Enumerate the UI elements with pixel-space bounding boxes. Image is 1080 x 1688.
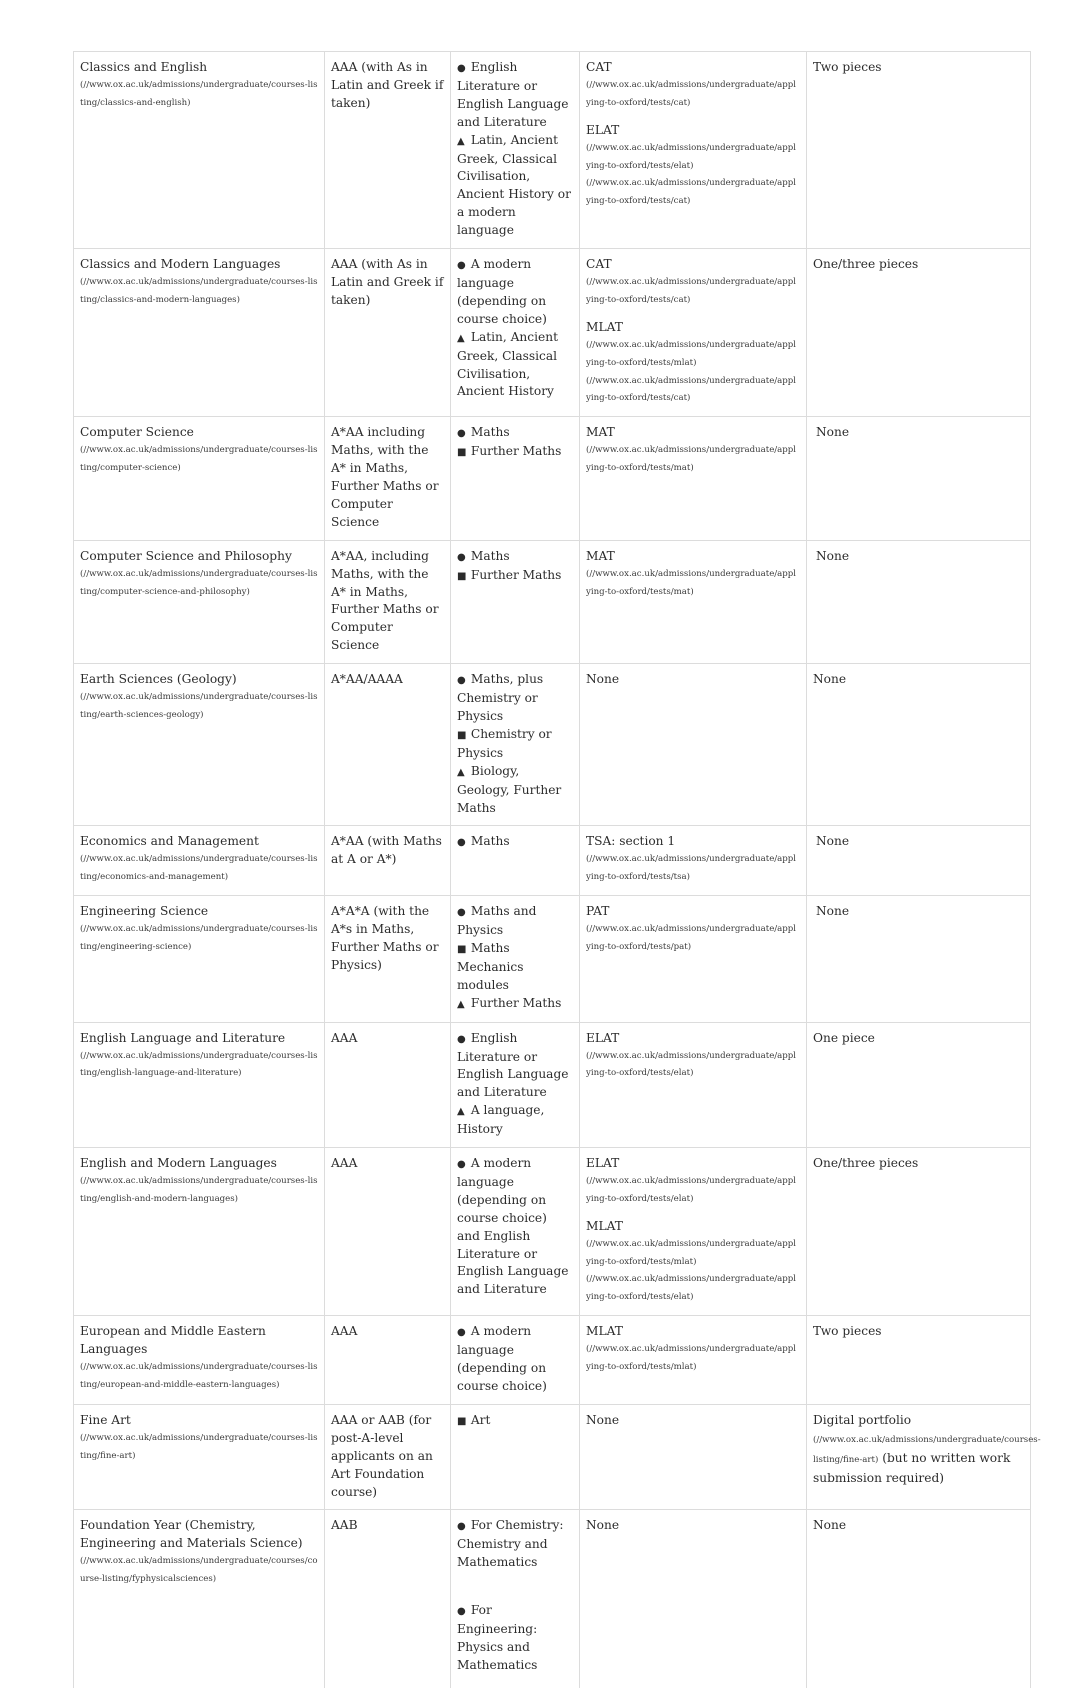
course-name: Classics and Modern Languages [80, 257, 281, 272]
written-work-detail [813, 1431, 1041, 1485]
grade-requirement: AAA or AAB (for post-A-level applicants on an Art Foundation course) [331, 1412, 433, 1499]
course-cell [74, 540, 325, 663]
subject-item [457, 59, 573, 132]
grades-cell [325, 249, 451, 417]
test-group [586, 256, 800, 310]
subject-item [457, 443, 573, 462]
subject-text: A modern language (depending on course choice) and English Literature or English Language and Literature [457, 1156, 569, 1297]
subject-text: A language, History [457, 1103, 545, 1137]
test-link[interactable]: (//www.ox.ac.uk/admissions/undergraduate/applying-to-oxford/tests/mat) [586, 568, 797, 597]
written-work: One piece [813, 1030, 875, 1045]
table-row [74, 1022, 1031, 1147]
course-cell [74, 1510, 325, 1688]
written-work: None [816, 834, 850, 849]
test-link[interactable]: (//www.ox.ac.uk/admissions/undergraduate/applying-to-oxford/tests/cat) [586, 79, 797, 108]
course-name: English Language and Literature [80, 1030, 286, 1045]
test-name: MLAT [586, 1218, 623, 1233]
subject-text: Maths and Physics [457, 904, 537, 938]
test-link[interactable]: (//www.ox.ac.uk/admissions/undergraduate/applying-to-oxford/tests/elat) [586, 1274, 797, 1303]
bullet-circle-icon: ● [457, 1521, 466, 1533]
test-group [586, 833, 800, 887]
test-link[interactable]: (//www.ox.ac.uk/admissions/undergraduate/applying-to-oxford/tests/cat) [586, 276, 797, 305]
subject-item [457, 567, 573, 586]
subject-item [457, 132, 573, 240]
bullet-circle-icon: ● [457, 1606, 466, 1618]
course-link[interactable]: (//www.ox.ac.uk/admissions/undergraduate/courses-listing/classics-and-modern-languages) [80, 276, 318, 305]
grades-cell [325, 52, 451, 249]
subjects-cell [451, 1022, 580, 1147]
test-group [586, 1517, 800, 1535]
table-row [74, 826, 1031, 896]
test-group [586, 319, 800, 409]
subject-text: Further Maths [470, 995, 562, 1010]
grades-cell [325, 664, 451, 826]
course-name: Economics and Management [80, 834, 259, 849]
bullet-circle-icon: ● [457, 1159, 466, 1171]
admissions-test-cell [580, 1022, 807, 1147]
test-name: TSA: section 1 [586, 834, 676, 849]
table-row [74, 52, 1031, 249]
subject-text: Maths [470, 425, 510, 440]
test-group [586, 1218, 800, 1308]
admissions-test-cell [580, 826, 807, 896]
course-link[interactable]: (//www.ox.ac.uk/admissions/undergraduate/courses-listing/economics-and-management) [80, 854, 318, 883]
subjects-cell [451, 1510, 580, 1688]
course-name: Classics and English [80, 60, 208, 74]
written-work-cell [807, 896, 1031, 1022]
test-name: None [586, 1518, 620, 1533]
written-work: None [816, 548, 850, 563]
bullet-triangle-icon: ▲ [457, 998, 465, 1010]
written-work-cell [807, 664, 1031, 826]
subjects-cell [451, 540, 580, 663]
bullet-square-icon: ■ [457, 729, 467, 741]
admissions-test-cell [580, 540, 807, 663]
table-row [74, 417, 1031, 540]
subject-item [457, 329, 573, 402]
subject-text: Latin, Ancient Greek, Classical Civilisation, Ancient History or a modern language [457, 132, 571, 238]
test-name: PAT [586, 904, 610, 919]
subject-text: A modern language (depending on course choice) [457, 257, 547, 326]
subjects-cell [451, 1404, 580, 1510]
test-link[interactable]: (//www.ox.ac.uk/admissions/undergraduate/applying-to-oxford/tests/mlat) [586, 339, 797, 368]
test-group [586, 1030, 800, 1084]
course-cell [74, 896, 325, 1022]
test-name: ELAT [586, 1030, 620, 1045]
grades-cell [325, 826, 451, 896]
test-group [586, 1323, 800, 1377]
grades-cell [325, 540, 451, 663]
course-cell [74, 1148, 325, 1316]
grade-requirement: A*A*A (with the A*s in Maths, Further Maths or Physics) [331, 904, 439, 972]
test-name: MLAT [586, 1324, 623, 1339]
subject-text: Maths [470, 548, 510, 563]
test-link[interactable]: (//www.ox.ac.uk/admissions/undergraduate/applying-to-oxford/tests/mlat) [586, 1238, 797, 1267]
bullet-circle-icon: ● [457, 63, 466, 74]
course-link[interactable]: (//www.ox.ac.uk/admissions/undergraduate/courses-listing/european-and-middle-eastern-languages) [80, 1362, 318, 1390]
admissions-test-cell [580, 1404, 807, 1510]
subject-text: For Engineering: Physics and Mathematics [457, 1603, 538, 1672]
test-group [586, 548, 800, 602]
bullet-square-icon: ■ [457, 1415, 467, 1427]
subject-text: Chemistry or Physics [457, 726, 552, 760]
course-name: Fine Art [80, 1412, 131, 1427]
course-name: Computer Science [80, 425, 194, 440]
course-name: Foundation Year (Chemistry, Engineering and Materials Science) [80, 1518, 303, 1551]
test-group [586, 671, 800, 689]
grade-requirement: A*AA including Maths, with the A* in Maths, Further Maths or Computer Science [331, 425, 439, 529]
subject-text: English Literature or English Language and Literature [457, 60, 569, 129]
course-name: Earth Sciences (Geology) [80, 672, 237, 687]
subject-item [457, 763, 573, 818]
subject-text: Art [470, 1412, 491, 1427]
test-group [586, 1412, 800, 1430]
table-row [74, 1148, 1031, 1316]
bullet-circle-icon: ● [457, 1033, 466, 1045]
subject-item [457, 903, 573, 940]
subject-text: For Chemistry: Chemistry and Mathematics [457, 1518, 564, 1570]
test-name: CAT [586, 60, 612, 74]
course-cell [74, 826, 325, 896]
subjects-cell [451, 826, 580, 896]
course-name: English and Modern Languages [80, 1156, 277, 1171]
course-link[interactable]: (//www.ox.ac.uk/admissions/undergraduate/courses-listing/english-language-and-literature) [80, 1050, 318, 1079]
subjects-cell [451, 52, 580, 249]
subject-text: Maths, plus Chemistry or Physics [457, 672, 544, 723]
table-row [74, 1510, 1031, 1688]
test-link[interactable]: (//www.ox.ac.uk/admissions/undergraduate/applying-to-oxford/tests/pat) [586, 924, 797, 952]
course-link[interactable]: (//www.ox.ac.uk/admissions/undergraduate/courses-listing/fine-art) [80, 1432, 318, 1461]
grades-cell [325, 1148, 451, 1316]
test-link[interactable]: (//www.ox.ac.uk/admissions/undergraduate/applying-to-oxford/tests/elat) [586, 1050, 797, 1079]
table-row [74, 1316, 1031, 1405]
subject-text: Maths [470, 834, 510, 849]
written-work: Two pieces [813, 60, 882, 74]
subject-item [457, 995, 573, 1014]
table-row [74, 896, 1031, 1022]
spacer [457, 1572, 573, 1602]
test-group [586, 59, 800, 113]
grades-cell [325, 1510, 451, 1688]
table-row [74, 540, 1031, 663]
test-link[interactable]: (//www.ox.ac.uk/admissions/undergraduate/applying-to-oxford/tests/tsa) [586, 854, 797, 883]
subjects-cell [451, 664, 580, 826]
course-link[interactable]: (//www.ox.ac.uk/admissions/undergraduate/courses-listing/computer-science) [80, 445, 318, 474]
grades-cell [325, 1316, 451, 1405]
written-work: One/three pieces [813, 257, 919, 272]
course-cell [74, 664, 325, 826]
test-name: ELAT [586, 122, 620, 137]
course-cell [74, 1316, 325, 1405]
test-group [586, 1155, 800, 1209]
course-name: Computer Science and Philosophy [80, 548, 292, 563]
subject-item [457, 548, 573, 567]
written-work-cell [807, 52, 1031, 249]
subject-item [457, 1102, 573, 1139]
test-link[interactable]: (//www.ox.ac.uk/admissions/undergraduate/applying-to-oxford/tests/cat) [586, 178, 797, 207]
subjects-cell [451, 1316, 580, 1405]
admissions-test-cell [580, 1148, 807, 1316]
course-requirements-table [73, 51, 1041, 1688]
grade-requirement: AAB [331, 1518, 358, 1533]
written-work: None [816, 425, 850, 440]
subject-text: Maths Mechanics modules [457, 940, 524, 992]
test-link[interactable]: (//www.ox.ac.uk/admissions/undergraduate/applying-to-oxford/tests/elat) [586, 1175, 797, 1204]
written-work-cell [807, 249, 1031, 417]
test-name: MAT [586, 425, 615, 440]
course-link[interactable]: (//www.ox.ac.uk/admissions/undergraduate/courses/course-listing/fyphysicalsciences) [80, 1556, 318, 1585]
grade-requirement: AAA (with As in Latin and Greek if taken) [331, 257, 444, 307]
test-name: CAT [586, 257, 612, 272]
admissions-test-cell [580, 1510, 807, 1688]
test-name: ELAT [586, 1156, 620, 1171]
subjects-cell [451, 249, 580, 417]
subjects-cell [451, 417, 580, 540]
subject-text: Further Maths [470, 567, 562, 582]
subject-item [457, 424, 573, 443]
grades-cell [325, 417, 451, 540]
written-work-cell [807, 826, 1031, 896]
grade-requirement: AAA [331, 1030, 358, 1045]
subject-text: Further Maths [470, 444, 562, 459]
grade-requirement: AAA [331, 1324, 358, 1339]
test-group [586, 903, 800, 957]
subjects-cell [451, 1148, 580, 1316]
subject-item [457, 1412, 573, 1431]
grades-cell [325, 1022, 451, 1147]
subjects-cell [451, 896, 580, 1022]
bullet-circle-icon: ● [457, 260, 466, 272]
course-cell [74, 1022, 325, 1147]
subject-item [457, 726, 573, 763]
admissions-test-cell [580, 52, 807, 249]
test-group [586, 122, 800, 212]
bullet-circle-icon: ● [457, 675, 466, 687]
test-link[interactable]: (//www.ox.ac.uk/admissions/undergraduate/applying-to-oxford/tests/mat) [586, 445, 797, 474]
test-name: MLAT [586, 319, 623, 334]
written-work: Digital portfolio [813, 1412, 912, 1427]
written-work-cell [807, 1316, 1031, 1405]
written-work-cell [807, 1022, 1031, 1147]
written-work: None [813, 1518, 847, 1533]
grade-requirement: A*AA, including Maths, with the A* in Maths, Further Maths or Computer Science [331, 548, 439, 653]
bullet-triangle-icon: ▲ [457, 1106, 465, 1118]
subject-text: Latin, Ancient Greek, Classical Civilisation, Ancient History [457, 329, 558, 399]
admissions-test-cell [580, 1316, 807, 1405]
grade-requirement: A*AA (with Maths at A or A*) [331, 834, 442, 867]
grades-cell [325, 896, 451, 1022]
test-name: None [586, 1412, 620, 1427]
bullet-circle-icon: ● [457, 428, 466, 440]
course-name: European and Middle Eastern Languages [80, 1324, 266, 1357]
grade-requirement: AAA [331, 1156, 358, 1171]
bullet-circle-icon: ● [457, 1327, 466, 1339]
subject-item [457, 1323, 573, 1396]
test-group [586, 424, 800, 478]
admissions-test-cell [580, 249, 807, 417]
bullet-square-icon: ■ [457, 570, 467, 582]
test-link[interactable]: (//www.ox.ac.uk/admissions/undergraduate/applying-to-oxford/tests/cat) [586, 375, 797, 404]
written-work: None [813, 672, 847, 687]
subject-item [457, 1602, 573, 1675]
course-link[interactable]: (//www.ox.ac.uk/admissions/undergraduate/courses-listing/classics-and-english) [80, 79, 318, 108]
course-cell [74, 249, 325, 417]
bullet-circle-icon: ● [457, 837, 466, 849]
written-work-cell [807, 1510, 1031, 1688]
course-name: Engineering Science [80, 904, 209, 919]
written-work: None [816, 904, 850, 919]
subject-text: Biology, Geology, Further Maths [457, 763, 562, 815]
written-work: One/three pieces [813, 1156, 919, 1171]
admissions-test-cell [580, 664, 807, 826]
course-link[interactable]: (//www.ox.ac.uk/admissions/undergraduate/courses-listing/earth-sciences-geology) [80, 692, 318, 720]
test-link[interactable]: (//www.ox.ac.uk/admissions/undergraduate/applying-to-oxford/tests/mlat) [586, 1344, 797, 1373]
grades-cell [325, 1404, 451, 1510]
written-work-note: (but no written work submission required) [813, 1450, 1011, 1485]
subject-item [457, 671, 573, 726]
written-work-cell [807, 417, 1031, 540]
subject-item [457, 833, 573, 852]
table-row [74, 664, 1031, 826]
admissions-test-cell [580, 896, 807, 1022]
subject-item [457, 1030, 573, 1103]
bullet-triangle-icon: ▲ [457, 766, 465, 778]
subject-item [457, 940, 573, 995]
subject-text: English Literature or English Language and Literature [457, 1030, 569, 1100]
course-link[interactable]: (//www.ox.ac.uk/admissions/undergraduate/courses-listing/engineering-science) [80, 924, 318, 952]
written-work-cell [807, 1404, 1041, 1510]
subject-item [457, 1155, 573, 1299]
test-name: MAT [586, 548, 615, 563]
course-cell [74, 417, 325, 540]
subject-text: A modern language (depending on course choice) [457, 1324, 547, 1393]
subject-item [457, 256, 573, 329]
bullet-triangle-icon: ▲ [457, 135, 465, 147]
grade-requirement: A*AA/AAAA [331, 672, 403, 687]
course-requirements-page [73, 51, 1041, 1688]
grade-requirement: AAA (with As in Latin and Greek if taken) [331, 60, 444, 110]
bullet-square-icon: ■ [457, 447, 467, 459]
written-work: Two pieces [813, 1324, 882, 1339]
table-row [74, 1404, 1031, 1510]
table-row [74, 249, 1031, 417]
admissions-test-cell [580, 417, 807, 540]
bullet-square-icon: ■ [457, 943, 467, 955]
test-name: None [586, 672, 620, 687]
course-link[interactable]: (//www.ox.ac.uk/admissions/undergraduate/courses-listing/english-and-modern-languages) [80, 1175, 318, 1204]
test-link[interactable]: (//www.ox.ac.uk/admissions/undergraduate/applying-to-oxford/tests/elat) [586, 142, 797, 171]
written-work-cell [807, 1148, 1031, 1316]
subject-item [457, 1517, 573, 1572]
bullet-circle-icon: ● [457, 907, 466, 919]
course-link[interactable]: (//www.ox.ac.uk/admissions/undergraduate/courses-listing/computer-science-and-philosophy) [80, 568, 318, 597]
bullet-circle-icon: ● [457, 551, 466, 563]
course-cell [74, 52, 325, 249]
bullet-triangle-icon: ▲ [457, 332, 465, 344]
course-cell [74, 1404, 325, 1510]
written-work-cell [807, 540, 1031, 663]
portfolio-link[interactable]: (//www.ox.ac.uk/admissions/undergraduate/courses-listing/fine-art) [813, 1434, 1041, 1465]
